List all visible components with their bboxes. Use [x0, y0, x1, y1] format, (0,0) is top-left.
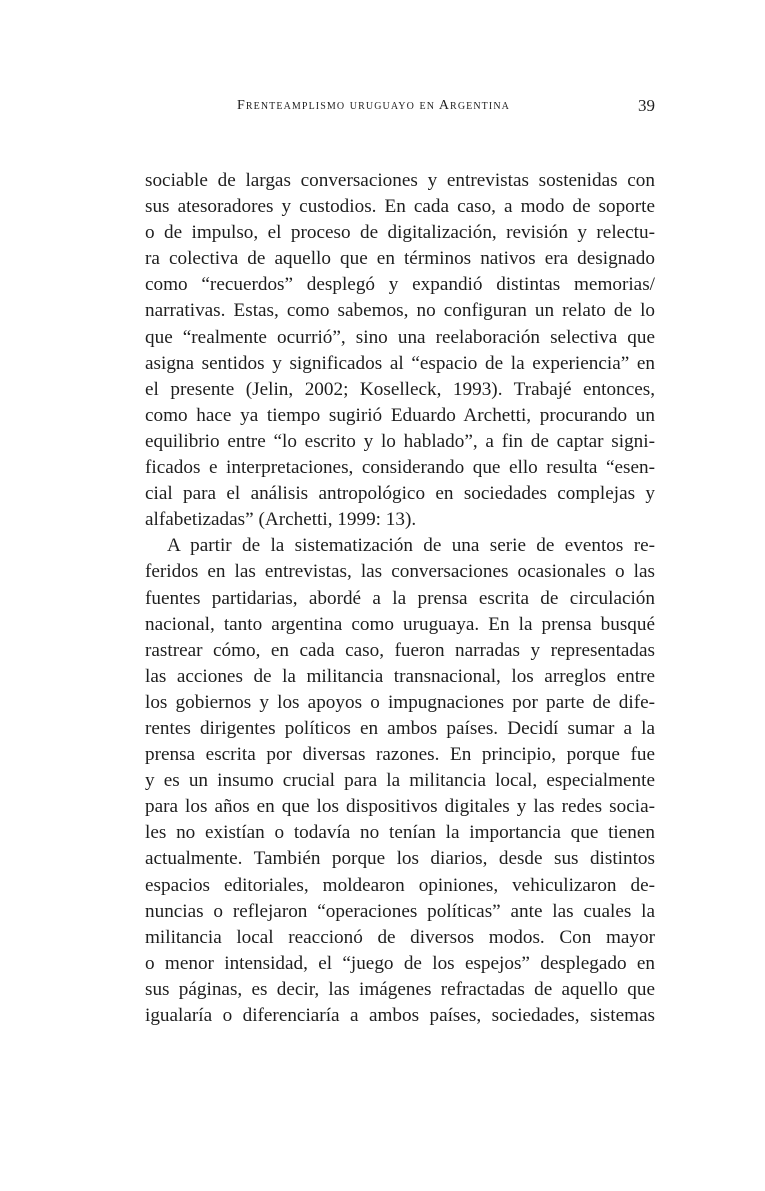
text-line: espacios editoriales, moldearon opiniones, vehiculizaron de-	[145, 874, 655, 896]
text-line: narrativas. Estas, como sabemos, no configuran un relato de lo	[145, 300, 655, 322]
text-line: ficados e interpretaciones, considerando que ello resulta “esen-	[145, 457, 655, 479]
text-line: nacional, tanto argentina como uruguaya. En la prensa busqué	[145, 613, 655, 635]
running-header	[145, 98, 655, 122]
text-line: el presente (Jelin, 2002; Koselleck, 1993). Trabajé entonces,	[145, 378, 655, 400]
text-line: sus atesoradores y custodios. En cada caso, a modo de soporte	[145, 196, 655, 218]
page-number: 39	[638, 96, 655, 115]
text-line: los gobiernos y los apoyos o impugnaciones por parte de dife-	[145, 691, 655, 713]
text-line: equilibrio entre “lo escrito y lo hablado”, a fin de captar signi-	[145, 430, 655, 452]
text-line: A partir de la sistematización de una serie de eventos re-	[167, 535, 655, 557]
text-line: actualmente. También porque los diarios, desde sus distintos	[145, 848, 655, 870]
paragraph-2	[145, 533, 655, 1029]
text-line: como hace ya tiempo sugirió Eduardo Archetti, procurando un	[145, 404, 655, 426]
text-line: y es un insumo crucial para la militancia local, especialmente	[145, 770, 655, 792]
text-line: sus páginas, es decir, las imágenes refractadas de aquello que	[145, 978, 655, 1000]
text-line: les no existían o todavía no tenían la importancia que tienen	[145, 822, 655, 844]
text-line: para los años en que los dispositivos digitales y las redes socia-	[145, 796, 655, 818]
text-line: que “realmente ocurrió”, sino una reelaboración selectiva que	[145, 326, 655, 348]
text-line: o menor intensidad, el “juego de los espejos” desplegado en	[145, 952, 655, 974]
text-line: militancia local reaccionó de diversos modos. Con mayor	[145, 926, 655, 948]
text-line: cial para el análisis antropológico en sociedades complejas y	[145, 483, 655, 505]
text-line: alfabetizadas” (Archetti, 1999: 13).	[145, 509, 417, 531]
text-line: feridos en las entrevistas, las conversaciones ocasionales o las	[145, 561, 655, 583]
text-line: sociable de largas conversaciones y entrevistas sostenidas con	[145, 170, 655, 191]
body-text	[145, 168, 655, 1029]
text-line: igualaría o diferenciaría a ambos países, sociedades, sistemas	[145, 1005, 655, 1026]
paragraph-1	[145, 168, 655, 533]
text-line: ra colectiva de aquello que en términos nativos era designado	[145, 248, 655, 270]
text-line: nuncias o reflejaron “operaciones políticas” ante las cuales la	[145, 900, 655, 922]
text-line: asigna sentidos y significados al “espacio de la experiencia” en	[145, 352, 655, 374]
text-line: o de impulso, el proceso de digitalización, revisión y relectu-	[145, 222, 655, 244]
text-line: las acciones de la militancia transnacional, los arreglos entre	[145, 665, 655, 687]
text-line: rastrear cómo, en cada caso, fueron narradas y representadas	[145, 639, 655, 661]
text-line: como “recuerdos” desplegó y expandió distintas memorias/	[145, 274, 655, 296]
text-line: fuentes partidarias, abordé a la prensa escrita de circulación	[145, 587, 655, 609]
text-line: rentes dirigentes políticos en ambos países. Decidí sumar a la	[145, 717, 655, 739]
text-line: prensa escrita por diversas razones. En principio, porque fue	[145, 744, 655, 766]
running-title: Frenteamplismo uruguayo en Argentina	[237, 98, 510, 113]
